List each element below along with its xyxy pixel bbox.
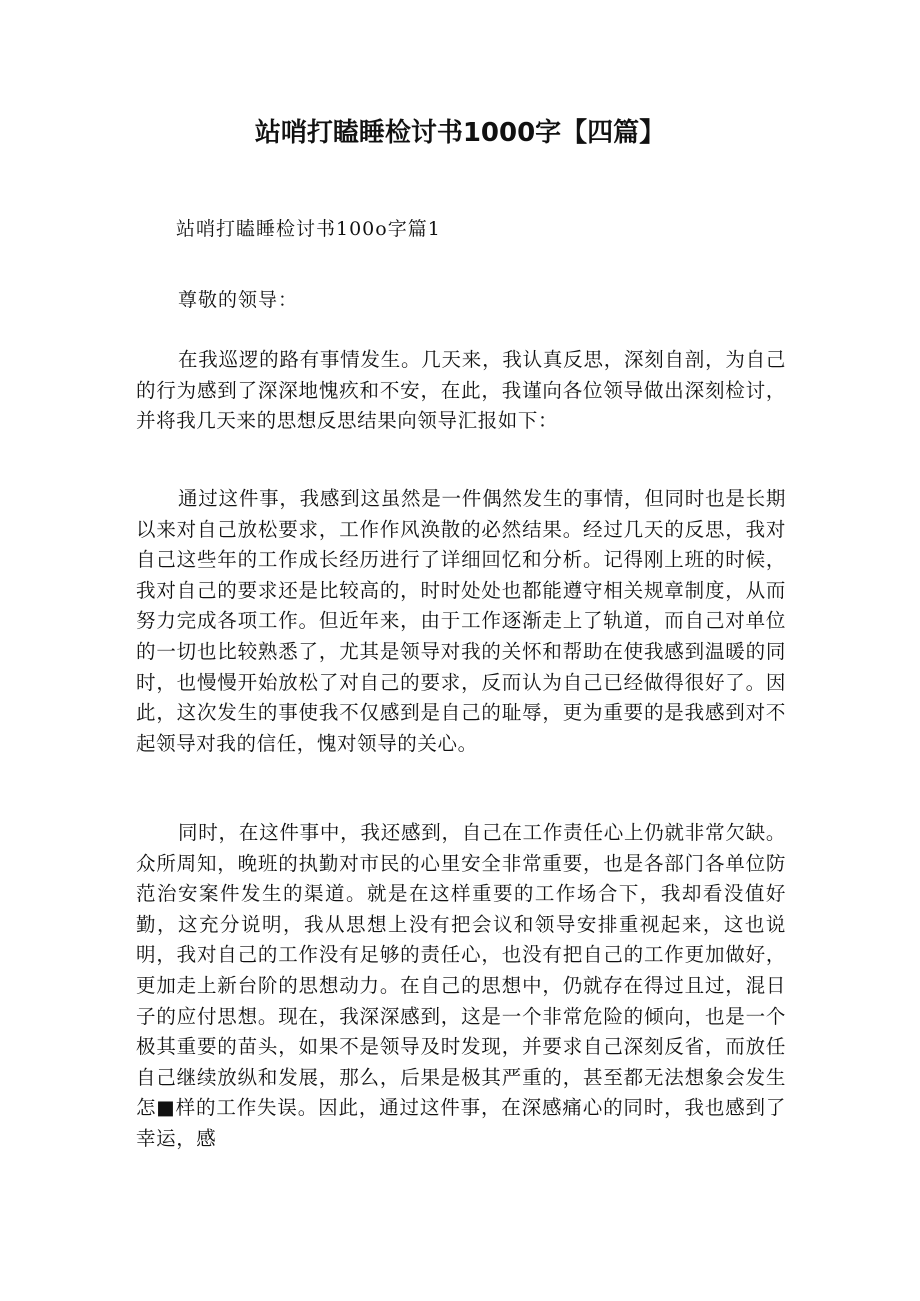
salutation: 尊敬的领导：	[178, 289, 299, 311]
paragraph-1: 在我巡逻的路有事情发生。几天来，我认真反思，深刻自剖，为自己的行为感到了深深地愧疚和不安，在此，我谨向各位领导做出深刻检讨，并将我几天来的思想反思结果向领导汇报如下：	[136, 348, 786, 433]
document-title: 站哨打瞌睡检讨书1000字【四篇】	[254, 118, 666, 148]
paragraph-3: 同时，在这件事中，我还感到，自己在工作责任心上仍就非常欠缺。众所周知，晚班的执勤对市民的心里安全非常重要，也是各部门各单位防范治安案件发生的渠道。就是在这样重要的工作场合下，我却看没值好勤，这充分说明，我从思想上没有把会议和领导安排重视起来，这也说明，我对自己的工作没有足够的责任心，也没有把自己的工作更加做好，更加走上新台阶的思想动力。在自己的思想中，仍就存在得过且过，混日子的应付思想。现在，我深深感到，这是一个非常危险的倾向，也是一个极其重要的苗头，如果不是领导及时发现，并要求自己深刻反省，而放任自己继续放纵和发展，那么，后果是极其严重的，甚至都无法想象会发生怎■样的工作失误。因此，通过这件事，在深感痛心的同时，我也感到了幸运，感	[136, 821, 786, 1150]
section-subtitle: 站哨打瞌睡检讨书100o字篇1	[176, 218, 441, 240]
paragraph-2: 通过这件事，我感到这虽然是一件偶然发生的事情，但同时也是长期以来对自己放松要求，工作作风涣散的必然结果。经过几天的反思，我对自己这些年的工作成长经历进行了详细回忆和分析。记得刚上班的时候，我对自己的要求还是比较高的，时时处处也都能遵守相关规章制度，从而努力完成各项工作。但近年来，由于工作逐渐走上了轨道，而自己对单位的一切也比较熟悉了，尤其是领导对我的关怀和帮助在使我感到温暖的同时，也慢慢开始放松了对自己的要求，反而认为自己已经做得很好了。因此，这次发生的事使我不仅感到是自己的耻辱，更为重要的是我感到对不起领导对我的信任，愧对领导的关心。	[136, 487, 786, 755]
